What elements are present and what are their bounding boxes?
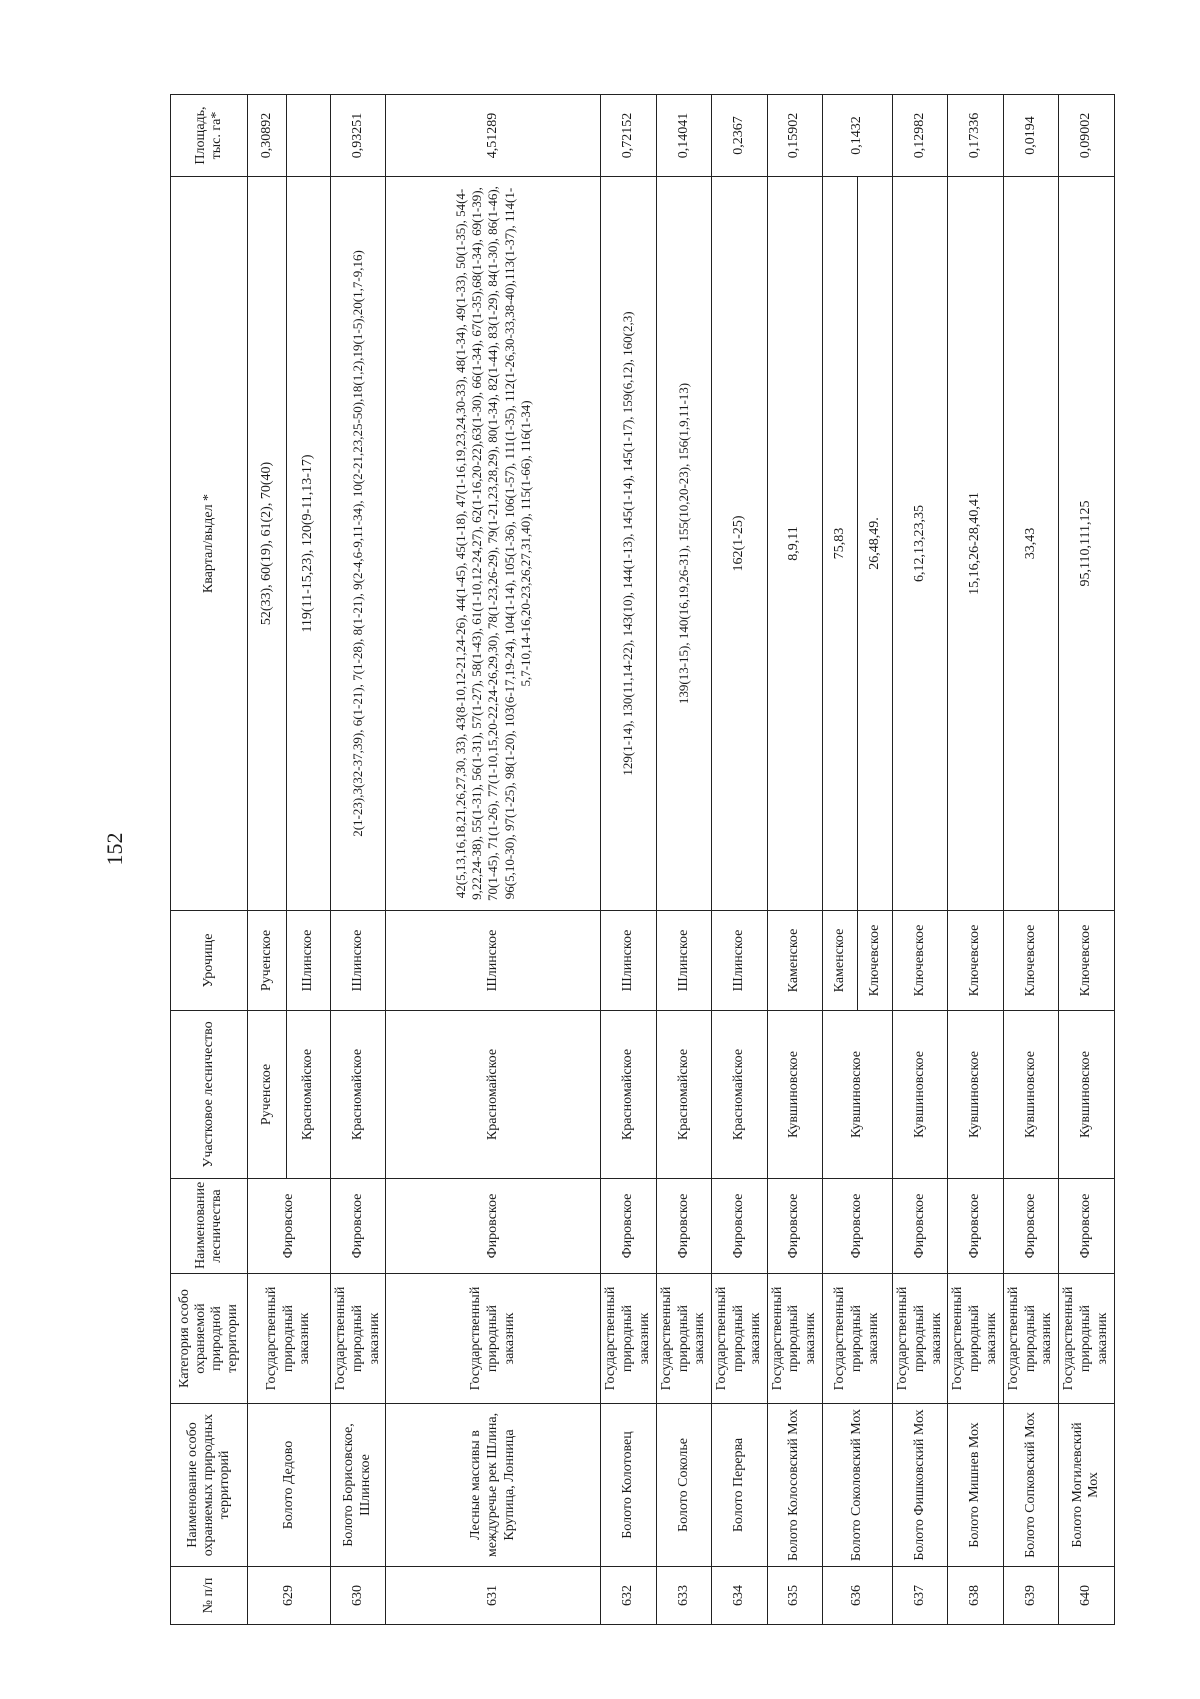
cell-district: Красномайское [386, 1011, 601, 1179]
header-name: Наименование особо охраняемых природных территорий [171, 1404, 248, 1567]
table-row [1059, 95, 1114, 1625]
cell-tract: Шлинское [331, 911, 386, 1011]
cell-category: Государственный природный заказник [1003, 1274, 1058, 1404]
header-tract: Урочище [171, 911, 248, 1011]
header-district: Участковое лесничество [171, 1011, 248, 1179]
cell-name: Болото Колотовец [601, 1404, 656, 1567]
cell-district: Красномайское [601, 1011, 656, 1179]
table-row [712, 95, 767, 1625]
cell-district: Кувшиновское [822, 1011, 892, 1179]
header-category: Категория особо охраняемой природной территории [171, 1274, 248, 1404]
cell-area: 0,0194 [1003, 95, 1058, 177]
cell-quarter: 119(11-15,23), 120(9-11,13-17) [287, 177, 331, 911]
cell-forestry: Фировское [386, 1179, 601, 1274]
table-row [1003, 95, 1058, 1625]
cell-area: 0,09002 [1059, 95, 1114, 177]
table-row [386, 95, 601, 1625]
cell-category: Государственный природный заказник [712, 1274, 767, 1404]
cell-forestry: Фировское [712, 1179, 767, 1274]
cell-tract: Ключевское [948, 911, 1003, 1011]
cell-num: 640 [1059, 1567, 1114, 1625]
cell-name: Болото Дедово [248, 1404, 331, 1567]
cell-area: 0,30892 [248, 95, 287, 177]
cell-quarter: 139(13-15), 140(16,19,26-31), 155(10,20-23), 156(1,9,11-13) [656, 177, 711, 911]
cell-category: Государственный природный заказник [331, 1274, 386, 1404]
header-forestry: Наименование лесничества [171, 1179, 248, 1274]
cell-area: 0,17336 [948, 95, 1003, 177]
cell-category: Государственный природный заказник [1059, 1274, 1114, 1404]
header-area: Площадь, тыс. га* [171, 95, 248, 177]
cell-category: Государственный природный заказник [948, 1274, 1003, 1404]
cell-forestry: Фировское [822, 1179, 892, 1274]
cell-quarter: 95,110,111,125 [1059, 177, 1114, 911]
cell-num: 637 [892, 1567, 947, 1625]
cell-forestry: Фировское [892, 1179, 947, 1274]
cell-district: Кувшиновское [1003, 1011, 1058, 1179]
cell-district: Красномайское [656, 1011, 711, 1179]
cell-area: 4,51289 [386, 95, 601, 177]
header-quarter: Квартал/выдел * [171, 177, 248, 911]
table-rotator [170, 95, 1110, 1625]
cell-tract: Шлинское [656, 911, 711, 1011]
cell-district: Рученское [248, 1011, 287, 1179]
table-row [892, 95, 947, 1625]
cell-district: Кувшиновское [1059, 1011, 1114, 1179]
cell-district: Красномайское [287, 1011, 331, 1179]
cell-forestry: Фировское [248, 1179, 331, 1274]
cell-tract: Шлинское [386, 911, 601, 1011]
cell-forestry: Фировское [1059, 1179, 1114, 1274]
cell-quarter: 129(1-14), 130(11,14-22), 143(10), 144(1-13), 145(1-14), 145(1-17), 159(6,12), 160(2,3) [601, 177, 656, 911]
cell-num: 638 [948, 1567, 1003, 1625]
table-row [601, 95, 656, 1625]
cell-num: 631 [386, 1567, 601, 1625]
cell-name: Болото Фишковский Мох [892, 1404, 947, 1567]
cell-area: 0,93251 [331, 95, 386, 177]
table-row [822, 95, 857, 1625]
cell-tract: Ключевское [857, 911, 892, 1011]
cell-name: Болото Колосовский Мох [767, 1404, 822, 1567]
header-num: № п/п [171, 1567, 248, 1625]
cell-name: Болото Сопковский Мох [1003, 1404, 1058, 1567]
cell-name: Болото Соколье [656, 1404, 711, 1567]
table-row [767, 95, 822, 1625]
cell-area: 0,14041 [656, 95, 711, 177]
cell-area: 0,15902 [767, 95, 822, 177]
cell-tract: Каменское [822, 911, 857, 1011]
cell-name: Лесные массивы в междуречье рек Шлина, Крупица, Лонница [386, 1404, 601, 1567]
cell-area: 0,1432 [822, 95, 892, 177]
cell-forestry: Фировское [767, 1179, 822, 1274]
cell-num: 635 [767, 1567, 822, 1625]
cell-name: Болото Могилевский Мох [1059, 1404, 1114, 1567]
cell-name: Болото Борисовское, Шлинское [331, 1404, 386, 1567]
cell-tract: Рученское [248, 911, 287, 1011]
cell-district: Красномайское [331, 1011, 386, 1179]
cell-category: Государственный природный заказник [767, 1274, 822, 1404]
cell-quarter: 162(1-25) [712, 177, 767, 911]
cell-tract: Шлинское [712, 911, 767, 1011]
cell-district: Кувшиновское [948, 1011, 1003, 1179]
table-row [948, 95, 1003, 1625]
cell-forestry: Фировское [601, 1179, 656, 1274]
cell-area: 0,2367 [712, 95, 767, 177]
cell-category: Государственный природный заказник [601, 1274, 656, 1404]
cell-num: 630 [331, 1567, 386, 1625]
cell-quarter: 8,9,11 [767, 177, 822, 911]
cell-tract: Ключевское [892, 911, 947, 1011]
cell-num: 636 [822, 1567, 892, 1625]
cell-name: Болото Соколовский Мох [822, 1404, 892, 1567]
table-row [656, 95, 711, 1625]
cell-category: Государственный природный заказник [248, 1274, 331, 1404]
cell-area-empty [287, 95, 331, 177]
cell-area: 0,12982 [892, 95, 947, 177]
table-row [331, 95, 386, 1625]
cell-name: Болото Мишнев Мох [948, 1404, 1003, 1567]
cell-tract: Шлинское [287, 911, 331, 1011]
cell-quarter: 26,48,49. [857, 177, 892, 911]
cell-quarter: 15,16,26-28,40,41 [948, 177, 1003, 911]
cell-forestry: Фировское [656, 1179, 711, 1274]
cell-num: 629 [248, 1567, 331, 1625]
page-number: 152 [102, 832, 127, 866]
cell-tract: Ключевское [1003, 911, 1058, 1011]
cell-num: 634 [712, 1567, 767, 1625]
cell-num: 639 [1003, 1567, 1058, 1625]
cell-quarter: 6,12,13,23,35 [892, 177, 947, 911]
protected-areas-table [170, 94, 1115, 1625]
cell-area: 0,72152 [601, 95, 656, 177]
cell-category: Государственный природный заказник [892, 1274, 947, 1404]
cell-quarter: 33,43 [1003, 177, 1058, 911]
cell-quarter: 2(1-23),3(32-37,39), 6(1-21), 7(1-28), 8(1-21), 9(2-4,6-9,11-34), 10(2-21,23,25-50),18(1,2),19(1-5),20(1,7-9,16) [331, 177, 386, 911]
cell-num: 632 [601, 1567, 656, 1625]
cell-tract: Шлинское [601, 911, 656, 1011]
cell-quarter: 42(5,13,16,18,21,26,27,30, 33), 43(8-10,12-21,24-26), 44(1-45), 45(1-18), 47(1-16,19,23,24,30-33), 48(1-34), 49(1-33), 50(1-35), 54(4-9,22,24-38), 55(1-31), 56(1-31), 57(1-27), 58(1-43), 61(1-10,12-24,27), 62(1-16,20-22),63(1-30), 66(1-34), 67(1-35),68(1-34), 69(1-39), 70(1-45), 71(1-26), 77(1-10,15,20-22,24-26,29,30), 78(1-23,26-29), 79(1-21,23,28,29), 80(1-34), 82(1-44), 83(1-29), 84(1-30), 86(1-46), 96(5,10-30), 97(1-25), 98(1-20), 103(6-17,19-24), 104(1-14), 105(1-36), 106(1-57), 111(1-35), 112(1-26,30-33,38-40),113(1-37), 114(1-5,7-10,14-16,20-23,26,27,31,40), 115(1-66), 116(1-34) [386, 177, 601, 911]
cell-num: 633 [656, 1567, 711, 1625]
cell-category: Государственный природный заказник [656, 1274, 711, 1404]
table-header-row [171, 95, 248, 1625]
cell-quarter: 52(33), 60(19), 61(2), 70(40) [248, 177, 287, 911]
table-row [248, 95, 287, 1625]
cell-forestry: Фировское [331, 1179, 386, 1274]
cell-forestry: Фировское [948, 1179, 1003, 1274]
cell-district: Кувшиновское [767, 1011, 822, 1179]
cell-quarter: 75,83 [822, 177, 857, 911]
cell-category: Государственный природный заказник [822, 1274, 892, 1404]
cell-tract: Ключевское [1059, 911, 1114, 1011]
cell-category: Государственный природный заказник [386, 1274, 601, 1404]
cell-district: Кувшиновское [892, 1011, 947, 1179]
cell-forestry: Фировское [1003, 1179, 1058, 1274]
cell-tract: Каменское [767, 911, 822, 1011]
cell-name: Болото Перерва [712, 1404, 767, 1567]
cell-district: Красномайское [712, 1011, 767, 1179]
